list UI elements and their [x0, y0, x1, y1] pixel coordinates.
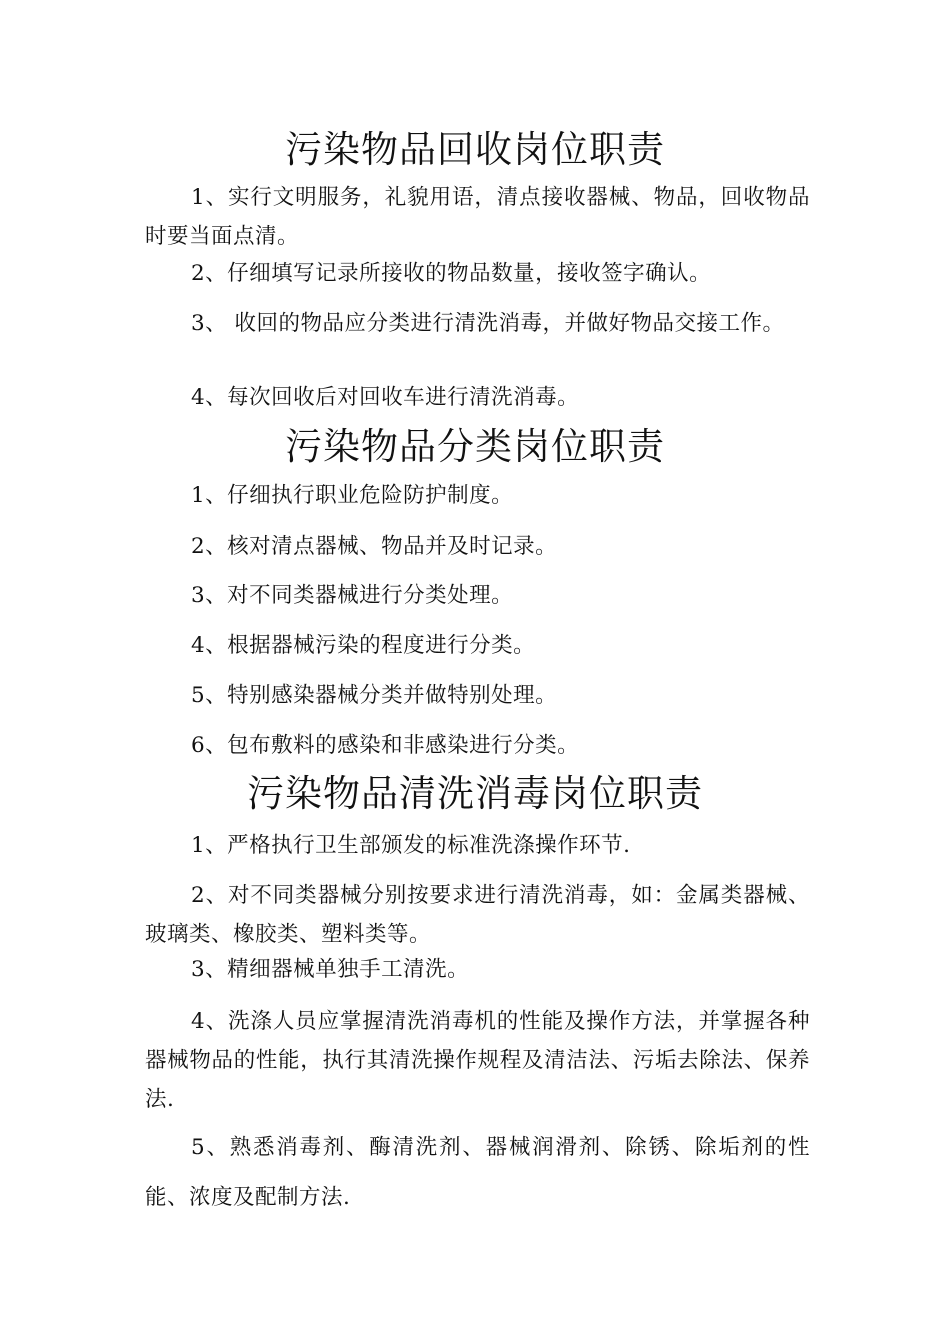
- paragraph-cleaning-1: 1、严格执行卫生部颁发的标准洗涤操作环节.: [191, 833, 631, 858]
- paragraph-cleaning-5: 5、熟悉消毒剂、酶清洗剂、器械润滑剂、除锈、除垢剂的性能、浓度及配制方法.: [145, 1135, 810, 1210]
- paragraph-cleaning-4: 4、洗涤人员应掌握清洗消毒机的性能及操作方法，并掌握各种器械物品的性能，执行其清洗操作规程及清洁法、污垢去除法、保养法.: [145, 1009, 810, 1112]
- section-title-sorting: 污染物品分类岗位职责: [285, 425, 665, 468]
- paragraph-sorting-4: 4、根据器械污染的程度进行分类。: [191, 633, 536, 658]
- section-title-recycling: 污染物品回收岗位职责: [285, 128, 665, 171]
- paragraph-recycling-4: 4、每次回收后对回收车进行清洗消毒。: [191, 385, 580, 410]
- paragraph-sorting-6: 6、包布敷料的感染和非感染进行分类。: [191, 733, 580, 758]
- section-title-cleaning: 污染物品清洗消毒岗位职责: [247, 772, 703, 815]
- paragraph-recycling-2: 2、仔细填写记录所接收的物品数量，接收签字确认。: [191, 261, 712, 286]
- paragraph-cleaning-3: 3、精细器械单独手工清洗。: [191, 957, 470, 982]
- paragraph-sorting-5: 5、特别感染器械分类并做特别处理。: [191, 683, 558, 708]
- paragraph-sorting-2: 2、核对清点器械、物品并及时记录。: [191, 534, 558, 559]
- paragraph-recycling-1: 1、实行文明服务，礼貌用语，清点接收器械、物品，回收物品时要当面点清。: [145, 185, 810, 249]
- paragraph-sorting-1: 1、仔细执行职业危险防护制度。: [191, 483, 514, 508]
- paragraph-cleaning-2: 2、对不同类器械分别按要求进行清洗消毒，如：金属类器械、玻璃类、橡胶类、塑料类等。: [145, 883, 810, 947]
- paragraph-sorting-3: 3、对不同类器械进行分类处理。: [191, 583, 514, 608]
- paragraph-recycling-3: 3、 收回的物品应分类进行清洗消毒，并做好物品交接工作。: [191, 311, 785, 336]
